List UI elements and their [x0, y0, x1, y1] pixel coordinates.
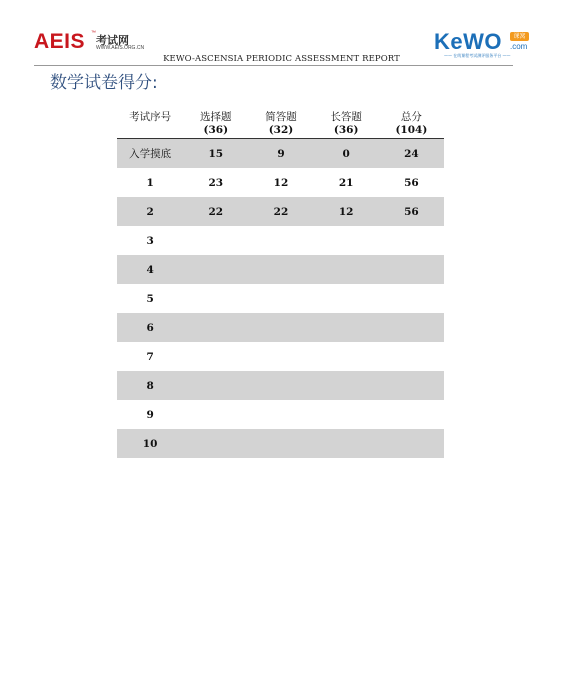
column-header-exam: [117, 106, 183, 139]
report-title: KEWO-ASCENSIA PERIODIC ASSESSMENT REPORT: [163, 54, 400, 64]
column-header-mcq: [183, 106, 248, 139]
cell-exam: 入学摸底: [117, 139, 183, 169]
cell-exam: 9: [146, 408, 154, 421]
cell-long-answer: [314, 429, 379, 458]
column-header-label: 简答题: [265, 111, 297, 123]
cell-long-answer: [314, 371, 379, 400]
column-header-points: [117, 124, 183, 137]
section-title: 数学试卷得分:: [50, 73, 158, 93]
aeis-trademark: ™: [91, 30, 96, 36]
cell-mcq: [183, 284, 248, 313]
aeis-logo-cn-name: 考试网: [96, 34, 129, 47]
column-header-points: (36): [203, 124, 229, 136]
cell-short-answer: 9: [248, 139, 313, 169]
kewo-logo-badge: 课窝: [510, 32, 529, 41]
table-row: [117, 255, 444, 284]
column-header-points: (104): [395, 124, 428, 136]
cell-exam: 4: [117, 255, 183, 284]
cell-short-answer: [248, 226, 313, 255]
cell-total: [379, 429, 444, 458]
cell-total: [379, 255, 444, 284]
header-divider: [34, 65, 513, 66]
cell-exam: 3: [146, 234, 154, 247]
cell-mcq: 15: [183, 139, 248, 169]
cell-total: [379, 226, 444, 255]
aeis-logo-url: WWW.AEIS.ORG.CN: [96, 45, 145, 51]
table-header-row: [117, 106, 444, 139]
column-header-label: 考试序号: [129, 111, 172, 123]
column-header-label: 选择题: [200, 111, 232, 123]
kewo-logo-tagline: —— 在线课程考试测评服务平台 ——: [444, 53, 511, 58]
cell-mcq: [183, 400, 248, 429]
cell-long-answer: 21: [338, 176, 354, 189]
cell-short-answer: [248, 342, 313, 371]
cell-exam: 8: [117, 371, 183, 400]
column-header-total: [379, 106, 444, 139]
cell-mcq: [183, 429, 248, 458]
table-row: [117, 139, 444, 169]
column-header-points: (36): [333, 124, 359, 136]
kewo-logo-domain: .com: [510, 42, 528, 51]
column-header-points: (32): [268, 124, 294, 136]
cell-mcq: [183, 313, 248, 342]
table-row: [117, 429, 444, 458]
cell-long-answer: 12: [314, 197, 379, 226]
cell-total: [379, 371, 444, 400]
column-header-short-answer: [248, 106, 313, 139]
cell-short-answer: [248, 255, 313, 284]
cell-total: [379, 400, 444, 429]
table-row: [117, 284, 444, 313]
cell-long-answer: [314, 226, 379, 255]
table-row: [117, 400, 444, 429]
cell-short-answer: [248, 400, 313, 429]
cell-total: [379, 342, 444, 371]
cell-exam: 10: [117, 429, 183, 458]
cell-long-answer: [314, 400, 379, 429]
cell-total: [379, 284, 444, 313]
cell-exam: 2: [117, 197, 183, 226]
cell-short-answer: [248, 429, 313, 458]
cell-short-answer: [248, 313, 313, 342]
cell-exam: 7: [146, 350, 154, 363]
table-row: [117, 168, 444, 197]
cell-long-answer: [314, 313, 379, 342]
cell-exam: 1: [146, 176, 154, 189]
cell-mcq: [183, 342, 248, 371]
kewo-logo-mark: KeWO: [434, 29, 502, 54]
table-row: [117, 342, 444, 371]
cell-short-answer: 12: [273, 176, 289, 189]
cell-long-answer: [314, 255, 379, 284]
table-row: [117, 226, 444, 255]
cell-short-answer: 22: [248, 197, 313, 226]
cell-short-answer: [248, 371, 313, 400]
cell-total: 56: [379, 197, 444, 226]
score-table: [117, 106, 444, 458]
cell-long-answer: 0: [314, 139, 379, 169]
table-row: [117, 371, 444, 400]
cell-mcq: [183, 226, 248, 255]
cell-total: 24: [379, 139, 444, 169]
table-row: [117, 313, 444, 342]
cell-exam: 6: [117, 313, 183, 342]
cell-mcq: 22: [183, 197, 248, 226]
cell-mcq: 23: [208, 176, 224, 189]
column-header-label: 长答题: [330, 111, 362, 123]
cell-total: [379, 313, 444, 342]
column-header-label: 总分: [400, 111, 422, 123]
table-row: [117, 197, 444, 226]
cell-mcq: [183, 371, 248, 400]
aeis-logo-mark: AEIS: [34, 30, 86, 53]
cell-total: 56: [404, 176, 419, 189]
column-header-long-answer: [314, 106, 379, 139]
cell-short-answer: [248, 284, 313, 313]
cell-long-answer: [314, 284, 379, 313]
cell-mcq: [183, 255, 248, 284]
cell-long-answer: [314, 342, 379, 371]
cell-exam: 5: [146, 292, 154, 305]
